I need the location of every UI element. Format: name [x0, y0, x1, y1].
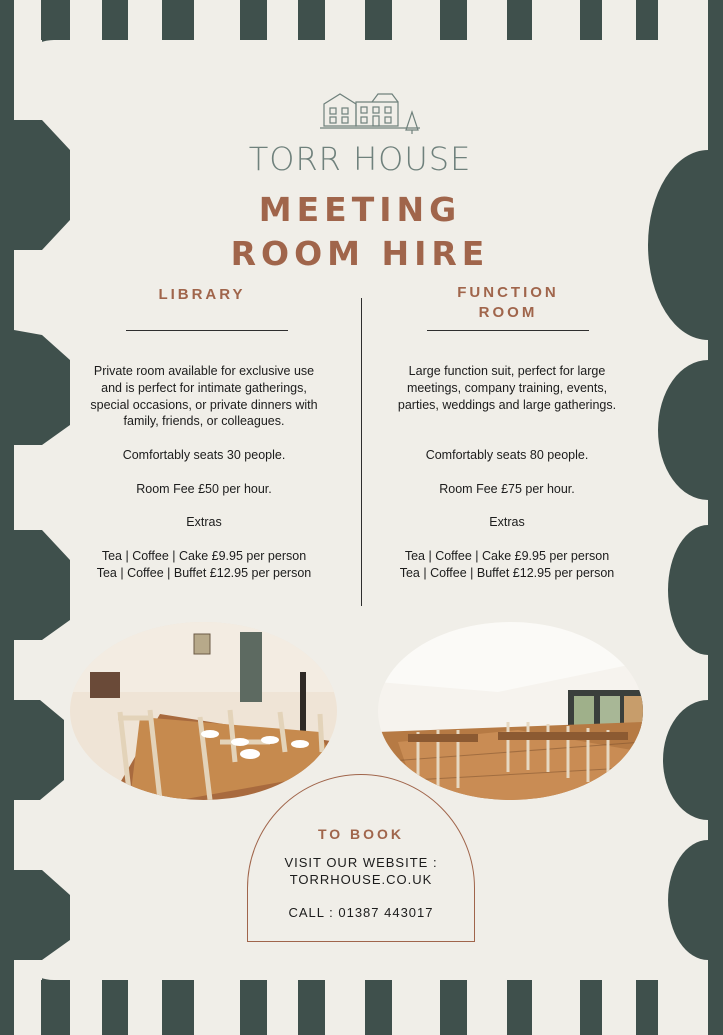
library-description: Private room available for exclusive use and is perfect for intimate gatherings, special occasions, or private dinners with family, friends, or colleagues. — [90, 364, 318, 429]
booking-title: TO BOOK — [317, 826, 405, 842]
column-divider — [361, 298, 362, 606]
library-title-text: LIBRARY — [158, 286, 246, 303]
function-room-details — [396, 363, 618, 581]
booking-website-label: VISIT OUR WEBSITE : — [284, 855, 438, 870]
house-sketch-icon — [318, 90, 422, 138]
function-room-title-line-1: FUNCTION — [457, 284, 559, 301]
library-extra-buffet: Tea | Coffee | Buffet £12.95 per person — [96, 565, 312, 580]
library-fee: Room Fee £50 per hour. — [136, 481, 272, 496]
function-room-seats: Comfortably seats 80 people. — [425, 447, 589, 462]
function-room-title-rule — [427, 330, 589, 331]
library-extras-label: Extras — [186, 515, 222, 530]
booking-website-link[interactable]: TORRHOUSE.CO.UK — [289, 872, 433, 887]
brand-name: TORR HOUSE — [248, 140, 472, 178]
headline-line-2: ROOM HIRE — [230, 234, 490, 273]
library-extra-cake: Tea | Coffee | Cake £9.95 per person — [101, 548, 307, 563]
library-seats: Comfortably seats 30 people. — [122, 447, 286, 462]
function-room-fee: Room Fee £75 per hour. — [439, 481, 575, 496]
function-room-extras-label: Extras — [489, 515, 525, 530]
function-room-description: Large function suit, perfect for large meetings, company training, events, parties, weddings and large gatherings. — [397, 364, 617, 412]
function-room-title-line-2: ROOM — [478, 304, 538, 321]
function-room-extra-buffet: Tea | Coffee | Buffet £12.95 per person — [399, 565, 615, 580]
booking-phone[interactable]: CALL : 01387 443017 — [288, 905, 434, 920]
headline-line-1: MEETING — [258, 190, 462, 229]
function-room-extra-cake: Tea | Coffee | Cake £9.95 per person — [404, 548, 610, 563]
library-title — [104, 285, 300, 305]
function-room-photo — [378, 622, 643, 800]
library-photo — [70, 622, 337, 800]
library-details — [90, 363, 318, 581]
function-room-title — [412, 283, 604, 323]
library-title-rule — [126, 330, 288, 331]
